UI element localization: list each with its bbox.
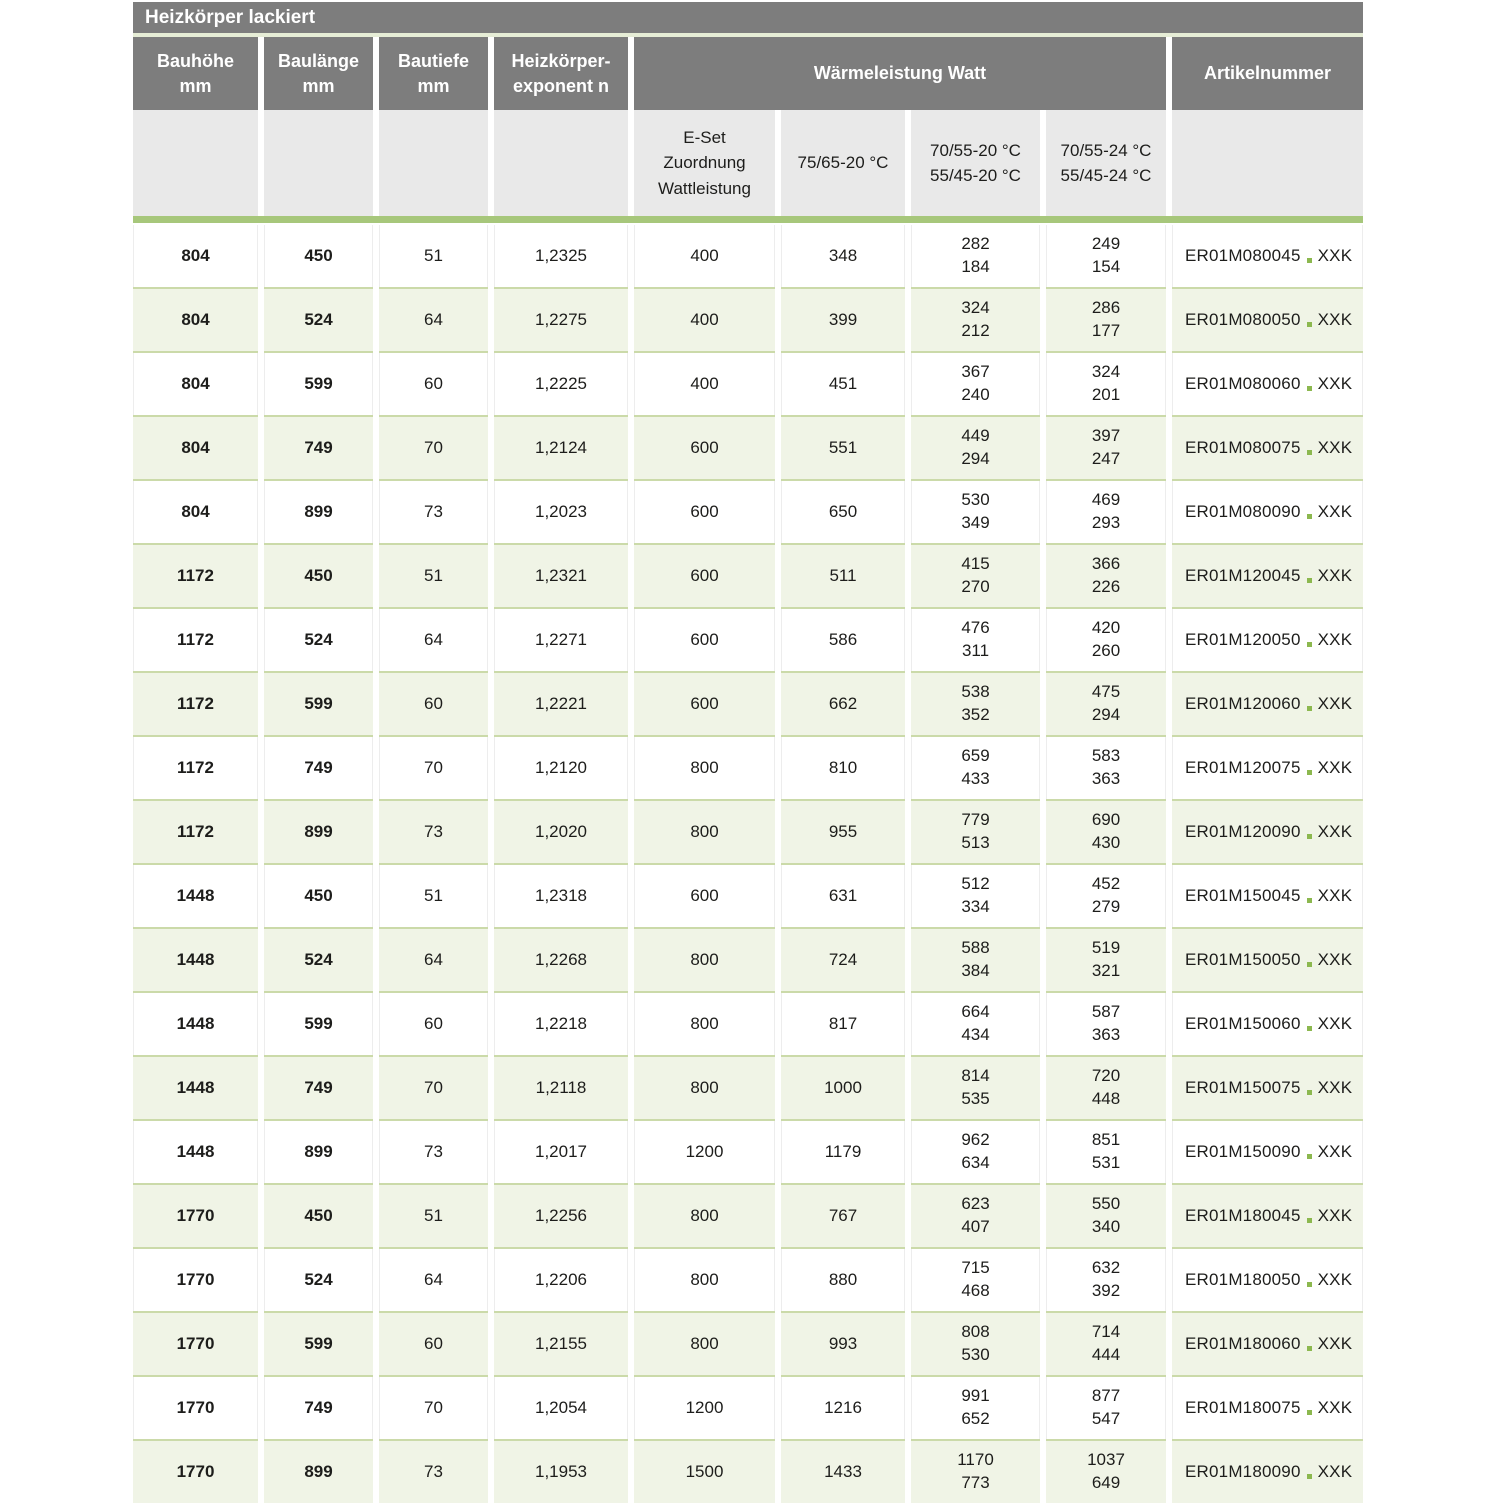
watt-70-55-20-cell: 538 352 <box>911 671 1040 735</box>
exponent-cell: 1,2054 <box>494 1375 628 1439</box>
table-row <box>133 799 1363 863</box>
subheader-75-65: 75/65-20 °C <box>781 110 905 216</box>
bautiefe-cell: 70 <box>379 1375 488 1439</box>
watt-70-55-24-cell: 452 279 <box>1046 863 1166 927</box>
column-header-artikelnummer: Artikelnummer <box>1172 37 1363 110</box>
watt-70-55-20-cell: 282 184 <box>911 223 1040 287</box>
watt-75-65-cell: 817 <box>781 991 905 1055</box>
watt-75-65-cell: 662 <box>781 671 905 735</box>
table-row <box>133 1119 1363 1183</box>
eset-watt-cell: 400 <box>634 287 775 351</box>
green-square-separator-icon <box>1307 578 1312 583</box>
watt-75-65-cell: 451 <box>781 351 905 415</box>
eset-watt-cell: 600 <box>634 671 775 735</box>
green-square-separator-icon <box>1307 514 1312 519</box>
green-square-separator-icon <box>1307 962 1312 967</box>
table-row <box>133 479 1363 543</box>
watt-70-55-20-cell: 623 407 <box>911 1183 1040 1247</box>
table-row <box>133 415 1363 479</box>
eset-watt-cell: 600 <box>634 607 775 671</box>
bautiefe-cell: 73 <box>379 799 488 863</box>
baulaenge-cell: 524 <box>264 927 373 991</box>
subheader-empty-baulaenge <box>264 110 373 216</box>
green-square-separator-icon <box>1307 1026 1312 1031</box>
watt-70-55-20-cell: 367 240 <box>911 351 1040 415</box>
bauhoehe-cell: 1448 <box>133 1055 258 1119</box>
green-square-separator-icon <box>1307 322 1312 327</box>
eset-watt-cell: 800 <box>634 1183 775 1247</box>
green-square-separator-icon <box>1307 898 1312 903</box>
watt-70-55-20-cell: 324 212 <box>911 287 1040 351</box>
baulaenge-cell: 899 <box>264 479 373 543</box>
baulaenge-cell: 749 <box>264 415 373 479</box>
exponent-cell: 1,2321 <box>494 543 628 607</box>
eset-watt-cell: 600 <box>634 415 775 479</box>
baulaenge-cell: 749 <box>264 1055 373 1119</box>
watt-75-65-cell: 1000 <box>781 1055 905 1119</box>
watt-70-55-24-cell: 632 392 <box>1046 1247 1166 1311</box>
artikelnummer-cell: ER01M180090 XXK <box>1172 1439 1363 1503</box>
bautiefe-cell: 64 <box>379 927 488 991</box>
watt-70-55-20-cell: 808 530 <box>911 1311 1040 1375</box>
baulaenge-cell: 599 <box>264 671 373 735</box>
watt-70-55-20-cell: 814 535 <box>911 1055 1040 1119</box>
table-row <box>133 863 1363 927</box>
watt-70-55-24-cell: 583 363 <box>1046 735 1166 799</box>
watt-70-55-24-cell: 286 177 <box>1046 287 1166 351</box>
artikelnummer-cell: ER01M150045 XXK <box>1172 863 1363 927</box>
artikelnummer-cell: ER01M080090 XXK <box>1172 479 1363 543</box>
baulaenge-cell: 524 <box>264 287 373 351</box>
green-square-separator-icon <box>1307 1474 1312 1479</box>
table-row <box>133 1439 1363 1503</box>
watt-70-55-24-cell: 324 201 <box>1046 351 1166 415</box>
exponent-cell: 1,2124 <box>494 415 628 479</box>
bautiefe-cell: 64 <box>379 607 488 671</box>
watt-75-65-cell: 810 <box>781 735 905 799</box>
watt-70-55-20-cell: 659 433 <box>911 735 1040 799</box>
watt-70-55-24-cell: 469 293 <box>1046 479 1166 543</box>
exponent-cell: 1,2017 <box>494 1119 628 1183</box>
bautiefe-cell: 64 <box>379 1247 488 1311</box>
green-square-separator-icon <box>1307 450 1312 455</box>
table-row <box>133 287 1363 351</box>
table-row <box>133 351 1363 415</box>
green-square-separator-icon <box>1307 386 1312 391</box>
exponent-cell: 1,2020 <box>494 799 628 863</box>
column-header-baulaenge: Baulänge mm <box>264 37 373 110</box>
bauhoehe-cell: 1172 <box>133 607 258 671</box>
watt-70-55-20-cell: 991 652 <box>911 1375 1040 1439</box>
bautiefe-cell: 73 <box>379 479 488 543</box>
bauhoehe-cell: 804 <box>133 287 258 351</box>
header-row <box>133 37 1363 110</box>
bauhoehe-cell: 804 <box>133 415 258 479</box>
table-row <box>133 1311 1363 1375</box>
bauhoehe-cell: 1448 <box>133 863 258 927</box>
table-row <box>133 1375 1363 1439</box>
watt-70-55-24-cell: 397 247 <box>1046 415 1166 479</box>
artikelnummer-cell: ER01M120060 XXK <box>1172 671 1363 735</box>
artikelnummer-cell: ER01M180060 XXK <box>1172 1311 1363 1375</box>
artikelnummer-cell: ER01M180050 XXK <box>1172 1247 1363 1311</box>
watt-75-65-cell: 586 <box>781 607 905 671</box>
watt-70-55-20-cell: 512 334 <box>911 863 1040 927</box>
eset-watt-cell: 800 <box>634 991 775 1055</box>
bauhoehe-cell: 1448 <box>133 1119 258 1183</box>
baulaenge-cell: 899 <box>264 799 373 863</box>
watt-75-65-cell: 955 <box>781 799 905 863</box>
artikelnummer-cell: ER01M180075 XXK <box>1172 1375 1363 1439</box>
baulaenge-cell: 599 <box>264 991 373 1055</box>
artikelnummer-cell: ER01M150090 XXK <box>1172 1119 1363 1183</box>
watt-75-65-cell: 993 <box>781 1311 905 1375</box>
subheader-empty-exponent <box>494 110 628 216</box>
artikelnummer-cell: ER01M120090 XXK <box>1172 799 1363 863</box>
watt-70-55-24-cell: 1037 649 <box>1046 1439 1166 1503</box>
exponent-cell: 1,2256 <box>494 1183 628 1247</box>
eset-watt-cell: 800 <box>634 1055 775 1119</box>
bauhoehe-cell: 1448 <box>133 991 258 1055</box>
bautiefe-cell: 73 <box>379 1119 488 1183</box>
bauhoehe-cell: 1770 <box>133 1183 258 1247</box>
subheader-empty-artikelnummer <box>1172 110 1363 216</box>
watt-70-55-24-cell: 714 444 <box>1046 1311 1166 1375</box>
exponent-cell: 1,2275 <box>494 287 628 351</box>
watt-70-55-20-cell: 449 294 <box>911 415 1040 479</box>
watt-75-65-cell: 724 <box>781 927 905 991</box>
watt-75-65-cell: 1216 <box>781 1375 905 1439</box>
exponent-cell: 1,1953 <box>494 1439 628 1503</box>
watt-70-55-24-cell: 475 294 <box>1046 671 1166 735</box>
green-square-separator-icon <box>1307 1154 1312 1159</box>
green-square-separator-icon <box>1307 1282 1312 1287</box>
column-header-bautiefe: Bautiefe mm <box>379 37 488 110</box>
watt-70-55-20-cell: 1170 773 <box>911 1439 1040 1503</box>
watt-75-65-cell: 511 <box>781 543 905 607</box>
baulaenge-cell: 450 <box>264 543 373 607</box>
green-square-separator-icon <box>1307 1090 1312 1095</box>
table-body <box>133 223 1363 1503</box>
bauhoehe-cell: 804 <box>133 351 258 415</box>
table-row <box>133 671 1363 735</box>
watt-75-65-cell: 767 <box>781 1183 905 1247</box>
watt-75-65-cell: 631 <box>781 863 905 927</box>
baulaenge-cell: 524 <box>264 1247 373 1311</box>
baulaenge-cell: 450 <box>264 223 373 287</box>
bautiefe-cell: 60 <box>379 991 488 1055</box>
bauhoehe-cell: 804 <box>133 223 258 287</box>
bautiefe-cell: 60 <box>379 671 488 735</box>
artikelnummer-cell: ER01M150060 XXK <box>1172 991 1363 1055</box>
artikelnummer-cell: ER01M180045 XXK <box>1172 1183 1363 1247</box>
artikelnummer-cell: ER01M120075 XXK <box>1172 735 1363 799</box>
artikelnummer-cell: ER01M120045 XXK <box>1172 543 1363 607</box>
watt-75-65-cell: 348 <box>781 223 905 287</box>
column-header-bauhoehe: Bauhöhe mm <box>133 37 258 110</box>
exponent-cell: 1,2271 <box>494 607 628 671</box>
baulaenge-cell: 524 <box>264 607 373 671</box>
watt-70-55-24-cell: 720 448 <box>1046 1055 1166 1119</box>
watt-75-65-cell: 551 <box>781 415 905 479</box>
bauhoehe-cell: 1770 <box>133 1247 258 1311</box>
bautiefe-cell: 51 <box>379 223 488 287</box>
exponent-cell: 1,2318 <box>494 863 628 927</box>
bautiefe-cell: 70 <box>379 1055 488 1119</box>
bauhoehe-cell: 804 <box>133 479 258 543</box>
watt-75-65-cell: 399 <box>781 287 905 351</box>
exponent-cell: 1,2218 <box>494 991 628 1055</box>
exponent-cell: 1,2268 <box>494 927 628 991</box>
eset-watt-cell: 600 <box>634 863 775 927</box>
spec-table <box>133 2 1363 1503</box>
bautiefe-cell: 51 <box>379 863 488 927</box>
watt-70-55-24-cell: 249 154 <box>1046 223 1166 287</box>
subheader-empty-bauhoehe <box>133 110 258 216</box>
watt-70-55-20-cell: 588 384 <box>911 927 1040 991</box>
artikelnummer-cell: ER01M080045 XXK <box>1172 223 1363 287</box>
table-title-bar <box>133 2 1363 33</box>
baulaenge-cell: 749 <box>264 735 373 799</box>
column-header-waermeleistung: Wärmeleistung Watt <box>634 37 1166 110</box>
watt-70-55-20-cell: 530 349 <box>911 479 1040 543</box>
bauhoehe-cell: 1172 <box>133 543 258 607</box>
green-square-separator-icon <box>1307 1218 1312 1223</box>
artikelnummer-cell: ER01M150075 XXK <box>1172 1055 1363 1119</box>
subheader-eset: E-Set Zuordnung Wattleistung <box>634 110 775 216</box>
bautiefe-cell: 70 <box>379 415 488 479</box>
watt-70-55-24-cell: 366 226 <box>1046 543 1166 607</box>
exponent-cell: 1,2120 <box>494 735 628 799</box>
baulaenge-cell: 899 <box>264 1439 373 1503</box>
exponent-cell: 1,2155 <box>494 1311 628 1375</box>
artikelnummer-cell: ER01M080060 XXK <box>1172 351 1363 415</box>
bautiefe-cell: 51 <box>379 1183 488 1247</box>
eset-watt-cell: 1200 <box>634 1375 775 1439</box>
artikelnummer-cell: ER01M080075 XXK <box>1172 415 1363 479</box>
subheader-row <box>133 110 1363 216</box>
watt-70-55-20-cell: 715 468 <box>911 1247 1040 1311</box>
bauhoehe-cell: 1172 <box>133 799 258 863</box>
exponent-cell: 1,2325 <box>494 223 628 287</box>
table-row <box>133 735 1363 799</box>
eset-watt-cell: 800 <box>634 1311 775 1375</box>
artikelnummer-cell: ER01M080050 XXK <box>1172 287 1363 351</box>
bauhoehe-cell: 1172 <box>133 671 258 735</box>
watt-75-65-cell: 650 <box>781 479 905 543</box>
bautiefe-cell: 70 <box>379 735 488 799</box>
bautiefe-cell: 64 <box>379 287 488 351</box>
baulaenge-cell: 899 <box>264 1119 373 1183</box>
table-row <box>133 1183 1363 1247</box>
header-green-band <box>133 216 1363 223</box>
green-square-separator-icon <box>1307 706 1312 711</box>
green-square-separator-icon <box>1307 834 1312 839</box>
artikelnummer-cell: ER01M150050 XXK <box>1172 927 1363 991</box>
watt-70-55-24-cell: 877 547 <box>1046 1375 1166 1439</box>
bautiefe-cell: 60 <box>379 1311 488 1375</box>
exponent-cell: 1,2206 <box>494 1247 628 1311</box>
exponent-cell: 1,2118 <box>494 1055 628 1119</box>
baulaenge-cell: 749 <box>264 1375 373 1439</box>
table-row <box>133 1247 1363 1311</box>
watt-75-65-cell: 880 <box>781 1247 905 1311</box>
table-row <box>133 223 1363 287</box>
baulaenge-cell: 599 <box>264 1311 373 1375</box>
watt-70-55-20-cell: 415 270 <box>911 543 1040 607</box>
watt-70-55-24-cell: 519 321 <box>1046 927 1166 991</box>
baulaenge-cell: 450 <box>264 1183 373 1247</box>
table-row <box>133 1055 1363 1119</box>
bautiefe-cell: 60 <box>379 351 488 415</box>
green-square-separator-icon <box>1307 770 1312 775</box>
table-title: Heizkörper lackiert <box>145 6 316 28</box>
green-square-separator-icon <box>1307 1410 1312 1415</box>
eset-watt-cell: 800 <box>634 799 775 863</box>
bauhoehe-cell: 1770 <box>133 1439 258 1503</box>
bautiefe-cell: 51 <box>379 543 488 607</box>
subheader-70-55-24: 70/55-24 °C 55/45-24 °C <box>1046 110 1166 216</box>
eset-watt-cell: 1200 <box>634 1119 775 1183</box>
artikelnummer-cell: ER01M120050 XXK <box>1172 607 1363 671</box>
watt-70-55-24-cell: 587 363 <box>1046 991 1166 1055</box>
exponent-cell: 1,2225 <box>494 351 628 415</box>
table-row <box>133 991 1363 1055</box>
watt-70-55-24-cell: 420 260 <box>1046 607 1166 671</box>
eset-watt-cell: 800 <box>634 1247 775 1311</box>
exponent-cell: 1,2023 <box>494 479 628 543</box>
baulaenge-cell: 450 <box>264 863 373 927</box>
table-row <box>133 927 1363 991</box>
watt-70-55-20-cell: 779 513 <box>911 799 1040 863</box>
eset-watt-cell: 1500 <box>634 1439 775 1503</box>
exponent-cell: 1,2221 <box>494 671 628 735</box>
bauhoehe-cell: 1770 <box>133 1311 258 1375</box>
green-square-separator-icon <box>1307 642 1312 647</box>
eset-watt-cell: 400 <box>634 223 775 287</box>
watt-70-55-24-cell: 851 531 <box>1046 1119 1166 1183</box>
baulaenge-cell: 599 <box>264 351 373 415</box>
watt-70-55-20-cell: 476 311 <box>911 607 1040 671</box>
bauhoehe-cell: 1172 <box>133 735 258 799</box>
watt-70-55-24-cell: 550 340 <box>1046 1183 1166 1247</box>
subheader-70-55-20: 70/55-20 °C 55/45-20 °C <box>911 110 1040 216</box>
bauhoehe-cell: 1770 <box>133 1375 258 1439</box>
subheader-empty-bautiefe <box>379 110 488 216</box>
green-square-separator-icon <box>1307 1346 1312 1351</box>
eset-watt-cell: 400 <box>634 351 775 415</box>
watt-70-55-24-cell: 690 430 <box>1046 799 1166 863</box>
watt-70-55-20-cell: 962 634 <box>911 1119 1040 1183</box>
green-square-separator-icon <box>1307 258 1312 263</box>
watt-70-55-20-cell: 664 434 <box>911 991 1040 1055</box>
table-row <box>133 607 1363 671</box>
eset-watt-cell: 600 <box>634 479 775 543</box>
eset-watt-cell: 600 <box>634 543 775 607</box>
watt-75-65-cell: 1179 <box>781 1119 905 1183</box>
eset-watt-cell: 800 <box>634 927 775 991</box>
eset-watt-cell: 800 <box>634 735 775 799</box>
column-header-exponent: Heizkörper- exponent n <box>494 37 628 110</box>
watt-75-65-cell: 1433 <box>781 1439 905 1503</box>
table-row <box>133 543 1363 607</box>
bautiefe-cell: 73 <box>379 1439 488 1503</box>
bauhoehe-cell: 1448 <box>133 927 258 991</box>
